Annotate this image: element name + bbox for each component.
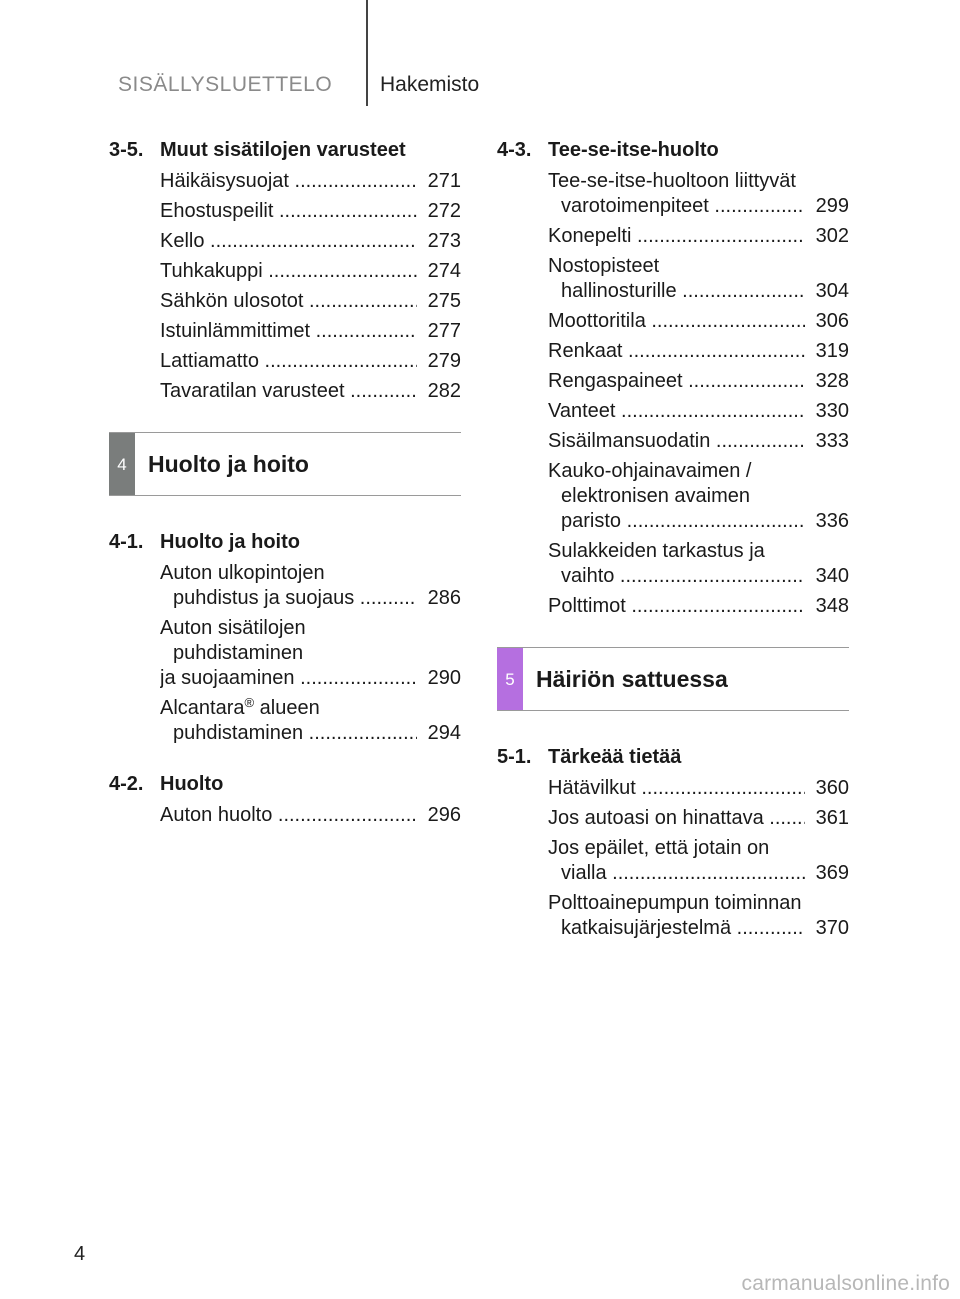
toc-entry-varotoimenpiteet[interactable] <box>497 169 849 219</box>
entry-label: Sisäilmansuodatin ..... <box>548 429 805 454</box>
toc-entry-auton-sisatilojen[interactable] <box>109 616 461 691</box>
toc-entry-rengaspaineet[interactable] <box>497 369 849 394</box>
nav-table-of-contents-link[interactable]: SISÄLLYSLUETTELO <box>118 73 333 96</box>
entry-label: Kello ..... <box>160 229 417 254</box>
toc-entry-ehostuspeilit[interactable] <box>109 199 461 224</box>
toc-entry-hatavilkut[interactable] <box>497 776 849 801</box>
section-heading <box>109 530 461 555</box>
entry-page: 360 <box>805 776 849 801</box>
toc-entry-tavaratilan-varusteet[interactable] <box>109 379 461 404</box>
section-title: Tee-se-itse-huolto <box>548 139 719 161</box>
chapter-tab <box>109 433 135 495</box>
entry-label-line: hallinosturille ..... <box>548 279 805 304</box>
entry-page: 302 <box>805 224 849 249</box>
toc-entry-vanteet[interactable] <box>497 399 849 424</box>
left-column <box>109 138 461 854</box>
entry-label: Rengaspaineet ..... <box>548 369 805 394</box>
section-title: Huolto <box>160 773 224 795</box>
toc-entry-sulakkeet[interactable] <box>497 539 849 589</box>
toc-entry-polttoainepumppu[interactable] <box>497 891 849 941</box>
entry-label-line: varotoimenpiteet ..... <box>548 194 805 219</box>
section-number: 4-2. <box>109 773 144 795</box>
entry-page: 328 <box>805 369 849 394</box>
toc-entry-polttimot[interactable] <box>497 594 849 619</box>
chapter-4-header[interactable] <box>109 432 461 496</box>
alueen-text: alueen <box>254 697 320 719</box>
toc-entry-vialla[interactable] <box>497 836 849 886</box>
section-title: Tärkeää tietää <box>548 746 682 768</box>
section-title: Muut sisätilojen varusteet <box>160 139 406 161</box>
entry-page: 370 <box>805 916 849 941</box>
entry-label: Hätävilkut ..... <box>548 776 805 801</box>
section-number: 4-3. <box>497 139 532 161</box>
registered-mark: ® <box>244 696 255 710</box>
entry-page: 336 <box>805 509 849 534</box>
entry-label: Ehostuspeilit ..... <box>160 199 417 224</box>
toc-entry-haikaisysuojat[interactable] <box>109 169 461 194</box>
section-heading <box>497 138 849 163</box>
toc-entry-auton-ulkopintojen[interactable] <box>109 561 461 611</box>
top-navigation <box>0 0 960 106</box>
entry-page: 299 <box>805 194 849 219</box>
section-5-1 <box>497 745 849 941</box>
section-number: 5-1. <box>497 746 532 768</box>
toc-entry-konepelti[interactable] <box>497 224 849 249</box>
entry-label: Renkaat ..... <box>548 339 805 364</box>
section-number: 3-5. <box>109 139 144 161</box>
entry-page: 279 <box>417 349 461 374</box>
page-number: 4 <box>74 1243 86 1265</box>
toc-entry-sahkon-ulosotot[interactable] <box>109 289 461 314</box>
toc-entry-moottoritila[interactable] <box>497 309 849 334</box>
entry-page: 369 <box>805 861 849 886</box>
entry-page: 306 <box>805 309 849 334</box>
entry-label: Sähkön ulosotot ..... <box>160 289 417 314</box>
toc-entry-nostopisteet[interactable] <box>497 254 849 304</box>
watermark: carmanualsonline.info <box>741 1272 950 1295</box>
entry-label: Lattiamatto ..... <box>160 349 417 374</box>
toc-entry-avaimen-paristo[interactable] <box>497 459 849 534</box>
section-title: Huolto ja hoito <box>160 531 300 553</box>
entry-label-line: puhdistaminen ..... <box>160 721 417 746</box>
entry-page: 296 <box>417 803 461 828</box>
entry-page: 273 <box>417 229 461 254</box>
entry-label-line: Nostopisteet <box>548 255 660 277</box>
toc-entry-kello[interactable] <box>109 229 461 254</box>
entry-page: 272 <box>417 199 461 224</box>
chapter-number: 5 <box>505 669 515 689</box>
toc-entry-alcantara[interactable] <box>109 696 461 746</box>
entry-page: 333 <box>805 429 849 454</box>
toc-entry-renkaat[interactable] <box>497 339 849 364</box>
entry-label: Auton huolto ..... <box>160 803 417 828</box>
entry-label: Moottoritila ..... <box>548 309 805 334</box>
entry-label-line: paristo ..... <box>548 509 805 534</box>
entry-label: Häikäisysuojat ..... <box>160 169 417 194</box>
entry-page: 348 <box>805 594 849 619</box>
entry-label: Konepelti ..... <box>548 224 805 249</box>
entry-page: 286 <box>417 586 461 611</box>
entry-label-line <box>160 696 417 721</box>
chapter-title: Huolto ja hoito <box>148 450 309 477</box>
entry-page: 277 <box>417 319 461 344</box>
section-4-1 <box>109 530 461 746</box>
entry-label-line: vialla ..... <box>548 861 805 886</box>
entry-label-line: Kauko-ohjainavaimen / <box>548 460 752 482</box>
chapter-5-header[interactable] <box>497 647 849 711</box>
toc-entry-istuinlammittimet[interactable] <box>109 319 461 344</box>
entry-label-line: puhdistus ja suojaus ..... <box>160 586 417 611</box>
entry-page: 282 <box>417 379 461 404</box>
entry-page: 304 <box>805 279 849 304</box>
section-heading <box>109 772 461 797</box>
entry-page: 275 <box>417 289 461 314</box>
entry-label: Polttimot ..... <box>548 594 805 619</box>
entry-label-line: puhdistaminen <box>173 642 304 664</box>
alcantara-text: Alcantara <box>160 697 245 719</box>
entry-label: Tuhkakuppi ..... <box>160 259 417 284</box>
section-number: 4-1. <box>109 531 144 553</box>
entry-page: 319 <box>805 339 849 364</box>
entry-page: 290 <box>417 666 461 691</box>
entry-page: 294 <box>417 721 461 746</box>
entry-page: 330 <box>805 399 849 424</box>
nav-divider <box>366 0 368 106</box>
entry-label-line: Polttoainepumpun toiminnan <box>548 892 802 914</box>
entry-label-line: elektronisen avaimen <box>561 485 750 507</box>
entry-page: 274 <box>417 259 461 284</box>
entry-page: 361 <box>805 806 849 831</box>
entry-label-line: Auton sisätilojen <box>160 617 306 639</box>
chapter-number: 4 <box>117 454 127 474</box>
right-column <box>497 138 849 967</box>
chapter-title: Häiriön sattuessa <box>536 665 728 692</box>
toc-entry-tuhkakuppi[interactable] <box>109 259 461 284</box>
entry-page: 340 <box>805 564 849 589</box>
entry-label-line: Auton ulkopintojen <box>160 562 325 584</box>
toc-entry-lattiamatto[interactable] <box>109 349 461 374</box>
entry-label: Jos autoasi on hinattava ..... <box>548 806 805 831</box>
entry-label-line: Tee-se-itse-huoltoon liittyvät <box>548 170 796 192</box>
entry-label-line: katkaisujärjestelmä ..... <box>548 916 805 941</box>
entry-label-line: vaihto ..... <box>548 564 805 589</box>
entry-label: Istuinlämmittimet ..... <box>160 319 417 344</box>
section-4-3 <box>497 138 849 619</box>
chapter-tab <box>497 648 523 710</box>
section-heading <box>109 138 461 163</box>
section-4-2 <box>109 772 461 828</box>
toc-entry-hinaus[interactable] <box>497 806 849 831</box>
entry-label: Tavaratilan varusteet ..... <box>160 379 417 404</box>
entry-label-line: Jos epäilet, että jotain on <box>548 837 770 859</box>
section-3-5 <box>109 138 461 404</box>
entry-label: Vanteet ..... <box>548 399 805 424</box>
entry-page: 271 <box>417 169 461 194</box>
nav-index-link[interactable]: Hakemisto <box>380 73 480 96</box>
toc-entry-auton-huolto[interactable] <box>109 803 461 828</box>
entry-label-line: ja suojaaminen ..... <box>160 666 417 691</box>
section-heading <box>497 745 849 770</box>
entry-label-line: Sulakkeiden tarkastus ja <box>548 540 765 562</box>
toc-entry-sisailmansuodatin[interactable] <box>497 429 849 454</box>
